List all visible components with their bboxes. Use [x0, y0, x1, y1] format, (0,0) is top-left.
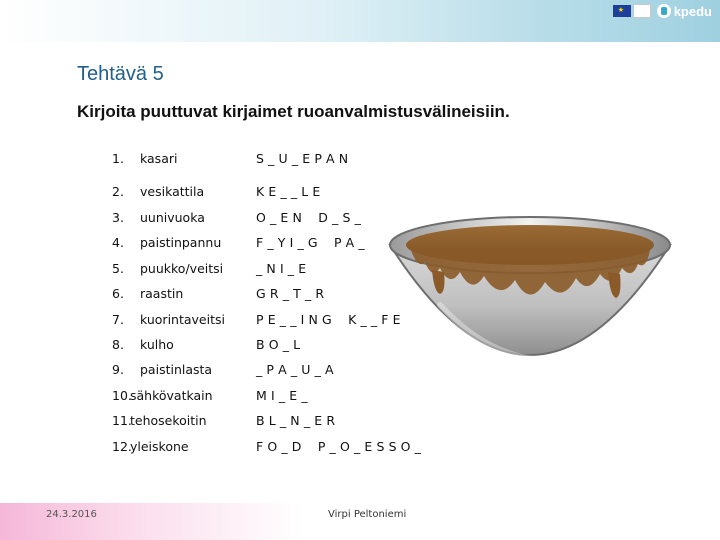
eu-flag-icon: [613, 5, 631, 17]
item-number: 8.: [112, 337, 124, 352]
slide-subtitle: Kirjoita puuttuvat kirjaimet ruoanvalmistusvälineisiin.: [77, 102, 510, 121]
item-number: 5.: [112, 261, 124, 276]
item-clue: P E _ _ I N G K _ _ F E: [256, 312, 401, 327]
item-word: tehosekoitin: [130, 413, 207, 428]
list-item: [112, 413, 336, 437]
item-number: 3.: [112, 210, 124, 225]
list-item: [112, 151, 349, 175]
footer-date: 24.3.2016: [46, 509, 97, 520]
item-number: 1.: [112, 151, 124, 166]
list-item: [112, 286, 325, 310]
item-clue: S _ U _ E P A N: [256, 151, 349, 166]
item-clue: M I _ E _: [256, 388, 308, 403]
item-word: vesikattila: [140, 184, 205, 199]
item-clue: F _ Y I _ G P A _: [256, 235, 365, 250]
list-item: [112, 439, 422, 463]
item-word: puukko/veitsi: [140, 261, 224, 276]
list-item: [112, 312, 401, 336]
header-logos: [613, 2, 712, 20]
item-word: kuorintaveitsi: [140, 312, 225, 327]
list-item: [112, 362, 334, 386]
list-item: [112, 235, 365, 259]
slide-title: Tehtävä 5: [77, 63, 164, 85]
item-word: kulho: [140, 337, 174, 352]
item-clue: B L _ N _ E R: [256, 413, 336, 428]
footer-author: Virpi Peltoniemi: [328, 509, 407, 520]
item-number: 12.: [112, 439, 132, 454]
list-item: [112, 337, 301, 361]
item-word: raastin: [140, 286, 184, 301]
list-item: [112, 261, 307, 285]
item-number: 9.: [112, 362, 124, 377]
kpedu-mark-icon: [657, 4, 671, 18]
item-clue: F O _ D P _ O _ E S S O _: [256, 439, 422, 454]
list-item: [112, 184, 321, 208]
item-clue: K E _ _ L E: [256, 184, 321, 199]
kpedu-logo-text: kpedu: [673, 3, 712, 19]
item-number: 6.: [112, 286, 124, 301]
item-clue: _ N I _ E: [256, 261, 307, 276]
item-clue: _ P A _ U _ A: [256, 362, 334, 377]
eu-funding-icon: [633, 4, 651, 18]
item-word: uunivuoka: [140, 210, 205, 225]
item-word: kasari: [140, 151, 178, 166]
item-word: paistinpannu: [140, 235, 222, 250]
item-number: 4.: [112, 235, 124, 250]
item-word: yleiskone: [130, 439, 189, 454]
item-number: 2.: [112, 184, 124, 199]
kpedu-logo: [657, 4, 712, 19]
item-word: sähkövatkain: [130, 388, 213, 403]
item-clue: O _ E N D _ S _: [256, 210, 361, 225]
item-number: 7.: [112, 312, 124, 327]
item-number: 10.: [112, 388, 132, 403]
item-number: 11.: [112, 413, 132, 428]
bowl-illustration: [380, 210, 680, 410]
item-word: paistinlasta: [140, 362, 213, 377]
item-clue: G R _ T _ R: [256, 286, 325, 301]
list-item: [112, 388, 308, 412]
item-clue: B O _ L: [256, 337, 301, 352]
list-item: [112, 210, 361, 234]
eu-logo: [613, 2, 651, 20]
